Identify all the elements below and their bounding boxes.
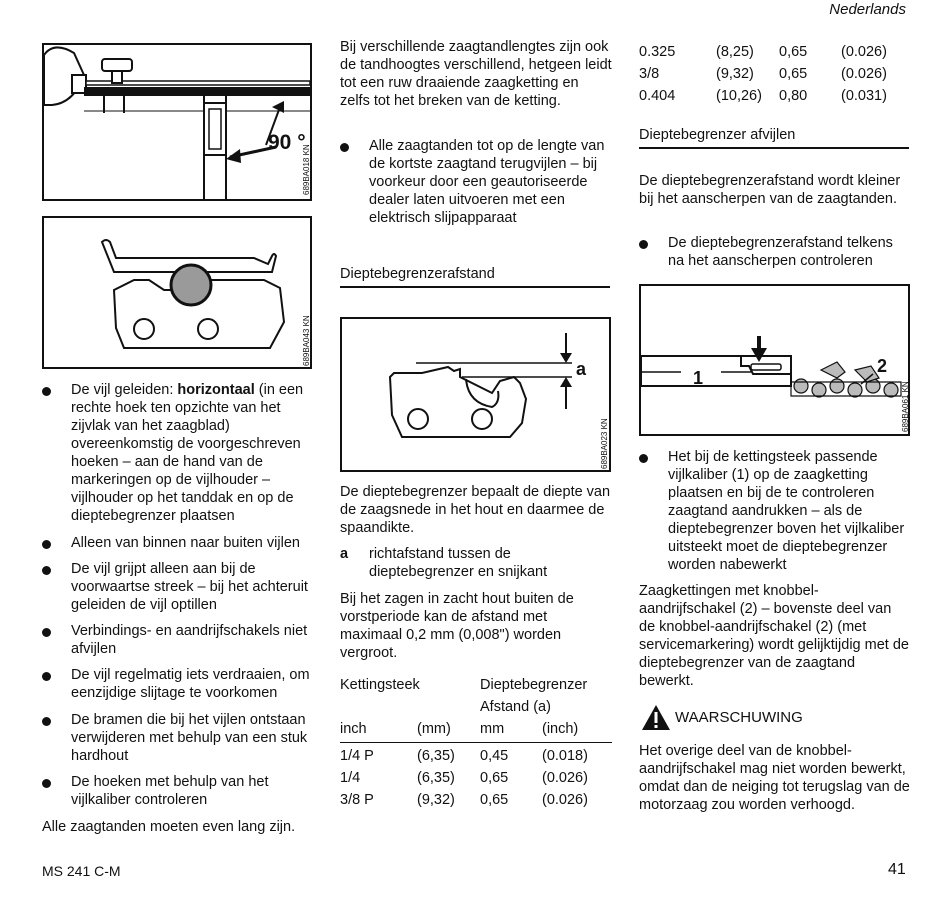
table-cell: (8,25) (716, 44, 754, 60)
file-gauge-illustration (44, 218, 310, 367)
list-item (639, 448, 911, 574)
table-cell: 0,65 (779, 44, 808, 60)
table-cell: (6,35) (417, 748, 455, 764)
figure-code: 689BA018 KN (302, 144, 311, 195)
table-cell: (0.026) (841, 44, 887, 60)
list-item (42, 560, 314, 614)
figure-code: 689BA043 KN (302, 315, 311, 366)
table-row (340, 743, 612, 770)
language-label: Nederlands (829, 1, 906, 18)
list-item (42, 711, 314, 765)
table-cell: 0,80 (779, 88, 808, 104)
figure-depth-gauge (340, 317, 611, 472)
section-heading: Dieptebegrenzerafstand (340, 265, 610, 288)
table-cell: 0,65 (480, 770, 509, 786)
table-cell: (0.018) (542, 748, 588, 764)
bullet-icon (42, 779, 51, 788)
chain-pitch-table-continued (639, 43, 909, 109)
table-cell: 0,45 (480, 748, 509, 764)
figure-code: 689BA061 KN (901, 381, 910, 432)
bullet-icon (42, 566, 51, 575)
table-cell: 3/8 P (340, 792, 374, 808)
description-paragraph: De dieptebegrenzer bepaalt de diepte van de zaagsnede in het hout en daarmee de spaandikte. (340, 484, 611, 536)
legend-key: a (340, 546, 349, 562)
figure-file-gauge (42, 216, 312, 369)
figure-file-holder-angle (42, 43, 312, 201)
list-item-text: Verbindings- en aandrijfschakels niet afvijlen (71, 623, 308, 657)
table-cell: 0.325 (639, 44, 676, 60)
figure-file-gauge-on-chain (639, 284, 910, 436)
list-item (42, 622, 314, 658)
list-item-text: De vijl geleiden: (71, 382, 178, 398)
intro-paragraph: Bij verschillende zaagtandlengtes zijn ook de tandhoogtes verschillend, hetgeen leidt tot een ruw draaiende zaagketting en zelfs tot het breken van de ketting. (340, 39, 612, 109)
list-item-text: Het bij de kettingsteek passende vijlkaliber (1) op de zaagketting plaatsen en bij de te controleren zaagtand aandrukken – als de dieptebegrenzer boven het vijlkaliber uitsteekt moet de dieptebegrenzer worden nabewerkt (668, 449, 905, 573)
warning-triangle-icon (641, 704, 671, 731)
bullet-icon (42, 672, 51, 681)
distance-a-label: a (576, 359, 587, 379)
list-item-text: De dieptebegrenzerafstand telkens na het aanscherpen controleren (668, 235, 893, 269)
table-row (639, 43, 909, 65)
note-paragraph: Bij het zagen in zacht hout buiten de vorstperiode kan de afstand met maximaal 0,2 mm (0,008") worden vergroot. (340, 591, 574, 661)
list-item (42, 534, 314, 552)
list-item (42, 381, 314, 525)
bullet-icon (340, 143, 349, 152)
list-item-text: Alle zaagtanden tot op de lengte van de kortste zaagtand terugvijlen – bij voorkeur door een geautoriseerde dealer laten uitvoeren met een elektrisch slijpapparaat (369, 138, 605, 226)
table-cell: 0,65 (779, 66, 808, 82)
warning-text: Het overige deel van de knobbel-aandrijfschakel mag niet worden bewerkt, omdat dan de neiging tot terugslag van de motorzaag zou worden verhoogd. (639, 743, 910, 813)
bullet-icon (42, 540, 51, 549)
list-item (42, 666, 314, 702)
bullet-icon (639, 240, 648, 249)
list-item-text: De bramen die bij het vijlen ontstaan verwijderen met behulp van een stuk hardhout (71, 712, 308, 764)
warning-header (641, 704, 803, 731)
drive-link-label: 2 (877, 356, 888, 376)
list-item (42, 773, 314, 809)
list-item (639, 234, 911, 270)
table-row (340, 791, 612, 813)
list-item-text: De vijl grijpt alleen aan bij de voorwaartse streek – bij het achteruit geleiden de vijl optillen (71, 561, 308, 613)
table-row (639, 87, 909, 109)
bullet-icon (42, 717, 51, 726)
table-unit: (mm) (417, 721, 451, 737)
table-cell: (0.026) (542, 792, 588, 808)
file-gauge-label: 1 (693, 368, 704, 388)
table-header: Afstand (a) (480, 699, 551, 715)
table-cell: (9,32) (417, 792, 455, 808)
bullet-icon (42, 628, 51, 637)
list-item-text: De hoeken met behulp van het vijlkaliber controleren (71, 774, 269, 808)
page-number: 41 (888, 861, 906, 878)
table-row (639, 65, 909, 87)
table-cell: (10,26) (716, 88, 762, 104)
table-row (340, 769, 612, 791)
legend-text: richtafstand tussen de dieptebegrenzer en snijkant (369, 546, 548, 580)
table-unit: (inch) (542, 721, 579, 737)
table-cell: 0,65 (480, 792, 509, 808)
bullet-icon (42, 387, 51, 396)
warning-label: WAARSCHUWING (675, 708, 803, 726)
depth-gauge-illustration (342, 319, 609, 470)
table-cell: 3/8 (639, 66, 660, 82)
table-unit: inch (340, 721, 367, 737)
drive-link-paragraph: Zaagkettingen met knobbel-aandrijfschakel (2) – bovenste deel van de knobbel-aandrijfschakel (2) (met servicemarkering) wordt gelijktijdig met de dieptebegrenzer van de zaagtand bewerkt. (639, 583, 909, 689)
table-cell: 0.404 (639, 88, 676, 104)
bullet-icon (639, 454, 648, 463)
table-cell: (0.031) (841, 88, 887, 104)
closing-text: Alle zaagtanden moeten even lang zijn. (42, 819, 296, 835)
table-cell: (6,35) (417, 770, 455, 786)
table-cell: (0.026) (841, 66, 887, 82)
list-item-text: De vijl regelmatig iets verdraaien, om eenzijdige slijtage te voorkomen (71, 667, 310, 701)
file-holder-illustration (44, 45, 310, 199)
list-item (340, 137, 612, 227)
model-label: MS 241 C-M (42, 863, 121, 879)
intro-paragraph: De dieptebegrenzerafstand wordt kleiner bij het aanscherpen van de zaagtanden. (639, 173, 901, 207)
table-header: Kettingsteek (340, 677, 420, 693)
table-header: Dieptebegrenzer (480, 677, 588, 693)
table-cell: 1/4 P (340, 748, 374, 764)
table-cell: 1/4 (340, 770, 361, 786)
list-item-text: (in een rechte hoek ten opzichte van het zijvlak van het zaagblad) overeenkomstig de voorgeschreven hoeken – aan de hand van de markeringen op de vijlhouder – vijlhouder op het tanddak en op de dieptebegrenzer plaatsen (71, 382, 304, 524)
chain-pitch-table (340, 676, 612, 813)
table-unit: mm (480, 721, 505, 737)
gauge-on-chain-illustration (641, 286, 908, 434)
angle-label: 90 ° (268, 131, 306, 154)
table-cell: (0.026) (542, 770, 588, 786)
emphasis-text: horizontaal (177, 382, 255, 398)
list-item-text: Alleen van binnen naar buiten vijlen (71, 535, 300, 551)
table-cell: (9,32) (716, 66, 754, 82)
figure-code: 689BA023 KN (600, 418, 609, 469)
section-heading: Dieptebegrenzer afvijlen (639, 126, 909, 149)
